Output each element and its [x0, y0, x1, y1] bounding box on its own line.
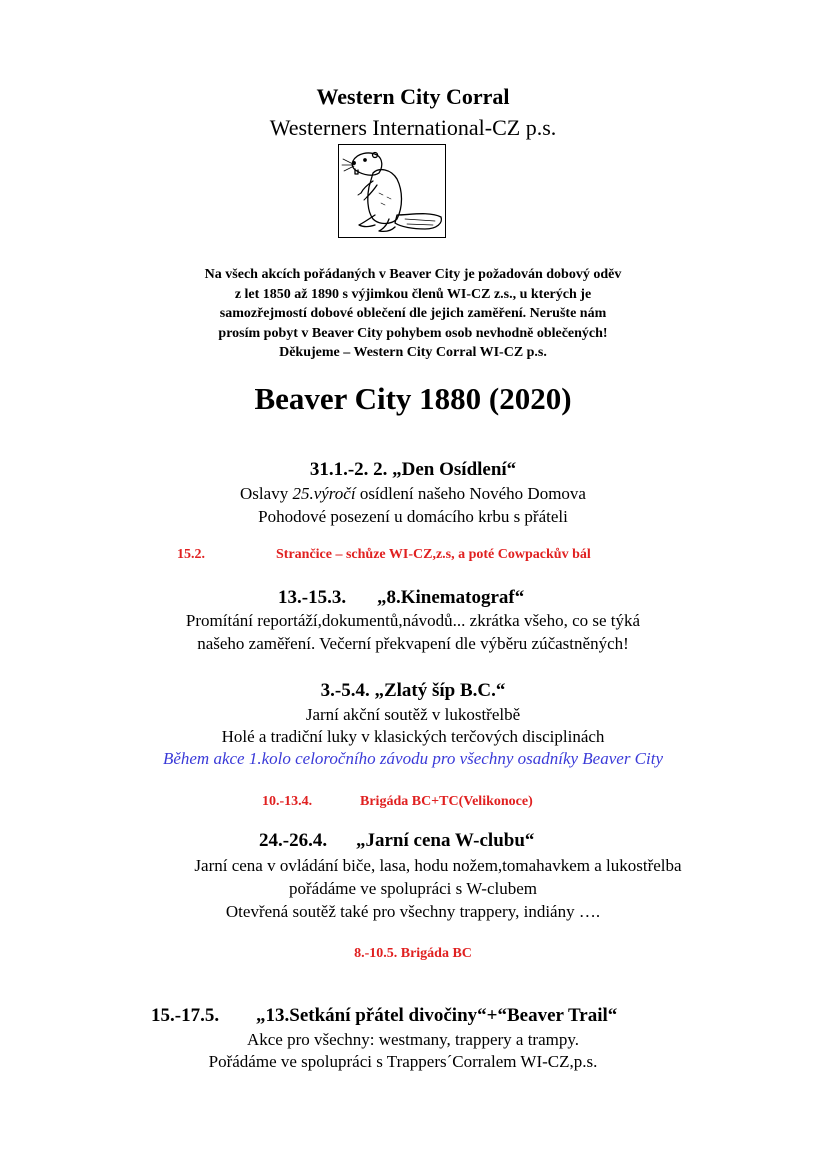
event-zlaty-sip-line3: Během akce 1.kolo celoročního závodu pro všechny osadníky Beaver City: [162, 749, 664, 768]
org-name: Western City Corral: [316, 84, 510, 109]
notice-line-1: Na všech akcích pořádaných v Beaver City je požadován dobový oděv: [204, 267, 622, 282]
notice-line-4: prosím pobyt v Beaver City pohybem osob nevhodně oblečených!: [218, 325, 608, 341]
event-zlaty-sip-line2: Holé a tradiční luky v klasických terčových disciplinách: [221, 727, 605, 746]
event-brigada-bc-tc-date: 10.-13.4.: [262, 794, 313, 809]
event-den-osidleni-title: 31.1.-2. 2. „Den Osídlení“: [309, 459, 517, 480]
event-den-osidleni-desc: Oslavy 25.výročí osídlení našeho Nového Domova: [240, 484, 586, 503]
notice-line-2: z let 1850 až 1890 s výjimkou členů WI-CZ z.s., u kterých je: [234, 286, 592, 302]
event-zlaty-sip-line1: Jarní akční soutěž v lukostřelbě: [305, 705, 521, 724]
main-title: Beaver City 1880 (2020): [254, 381, 572, 416]
event-brigada-bc-tc-text: Brigáda BC+TC(Velikonoce): [360, 794, 533, 809]
notice-line-5: Děkujeme – Western City Corral WI-CZ p.s.: [279, 345, 547, 360]
notice-line-3: samozřejmostí dobové oblečení dle jejich zaměření. Nerušte nám: [219, 306, 607, 321]
event-kinematograf-date: 13.-15.3.: [278, 587, 347, 608]
event-setkani-line2: Pořádáme ve spolupráci s Trappers´Corralem WI-CZ,p.s.: [208, 1052, 598, 1071]
beaver-logo-icon: [338, 144, 446, 238]
event-kinematograf-line2: našeho zaměření. Večerní překvapení dle výběru zúčastněných!: [197, 634, 629, 653]
event-jarni-cena-line3: Otevřená soutěž také pro všechny trappery, indiány ….: [225, 902, 601, 921]
event-jarni-cena-name: „Jarní cena W-clubu“: [356, 830, 535, 851]
event-kinematograf-name: „8.Kinematograf“: [377, 587, 525, 608]
event-kinematograf-line1: Promítání reportáží,dokumentů,návodů... zkrátka všeho, co se týká: [185, 611, 641, 630]
event-jarni-cena-line2: pořádáme ve spolupráci s W-clubem: [289, 879, 537, 898]
event-setkani-name: „13.Setkání přátel divočiny“+“Beaver Trail“: [256, 1005, 618, 1026]
event-zlaty-sip-title: 3.-5.4. „Zlatý šíp B.C.“: [320, 680, 506, 701]
event-schuze-date: 15.2.: [177, 547, 205, 562]
event-setkani-line1: Akce pro všechny: westmany, trappery a trampy.: [246, 1030, 579, 1049]
event-den-osidleni-line2: Pohodové posezení u domácího krbu s přáteli: [258, 507, 568, 526]
event-jarni-cena-date: 24.-26.4.: [259, 830, 328, 851]
event-brigada-bc: 8.-10.5. Brigáda BC: [354, 946, 472, 961]
event-setkani-date: 15.-17.5.: [151, 1005, 220, 1026]
org-subtitle: Westerners International-CZ p.s.: [269, 115, 557, 140]
event-schuze-text: Strančice – schůze WI-CZ,z.s, a poté Cowpackův bál: [276, 547, 591, 562]
event-jarni-cena-line1: Jarní cena v ovládání biče, lasa, hodu nožem,tomahavkem a lukostřelba: [194, 856, 682, 875]
